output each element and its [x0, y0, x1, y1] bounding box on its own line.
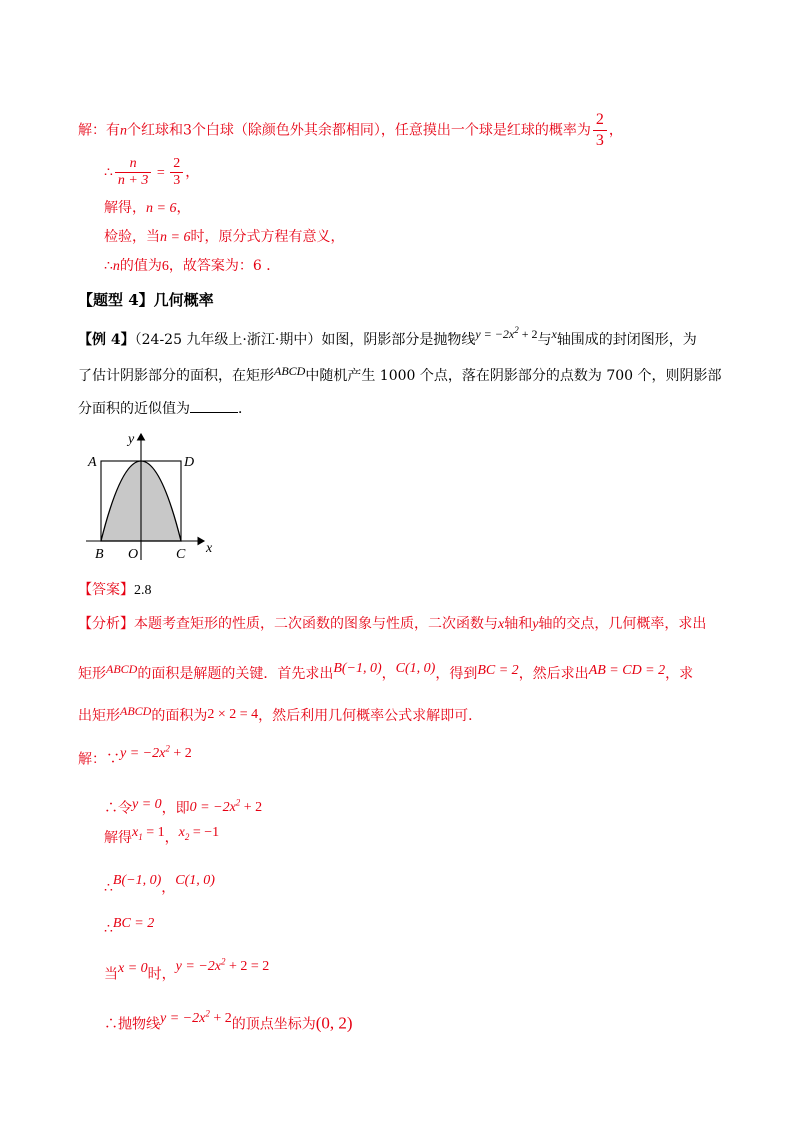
- text: ，: [381, 666, 396, 682]
- math: [132, 825, 165, 840]
- exponent: 2: [514, 325, 519, 335]
- solution2-line1: [78, 745, 192, 771]
- therefore-symbol: ∴: [104, 164, 113, 181]
- section-title-text: 【题型 4】几何概率: [78, 291, 214, 309]
- text: 轴围成的封闭图形，为: [556, 332, 697, 348]
- math: AB = CD = 2: [588, 663, 666, 678]
- solution1-line2: [104, 156, 199, 189]
- equation-fraction-right: [170, 156, 183, 189]
- number: 6: [161, 259, 169, 274]
- text: ，得到: [435, 666, 478, 682]
- label-y: y: [128, 432, 135, 447]
- text: 了估计阴影部分的面积，在矩形: [78, 368, 274, 384]
- probability-fraction: [593, 110, 607, 151]
- point-C: C(1, 0): [395, 661, 436, 676]
- rect-abcd: ABCD: [106, 662, 138, 676]
- text: 出矩形: [78, 708, 120, 724]
- text: 当: [104, 966, 118, 983]
- text: 轴和: [504, 616, 533, 632]
- text: ，: [608, 122, 623, 139]
- denominator: 3: [173, 173, 181, 188]
- label-C: C: [176, 547, 186, 562]
- var-x: x: [132, 825, 139, 840]
- text: ，然后求出: [518, 666, 589, 682]
- var-x: x: [551, 327, 557, 341]
- eq-tail: + 2: [240, 799, 263, 815]
- solution1-line4: [104, 227, 344, 248]
- answer-value: 2.8: [134, 583, 152, 598]
- math: n = 6: [146, 201, 177, 216]
- solution2-line4: [104, 873, 215, 899]
- example-line2: [78, 366, 722, 386]
- text: ．: [238, 401, 252, 417]
- analysis-label: 【分析】: [78, 616, 134, 632]
- therefore-symbol: ∴: [104, 921, 113, 937]
- subscript: 1: [138, 831, 143, 842]
- text: 个红球和: [127, 122, 183, 139]
- exponent: 2: [221, 956, 226, 966]
- var-n: n: [112, 259, 120, 274]
- section-title: [78, 290, 214, 310]
- text: ∴令: [104, 800, 132, 817]
- number: 3: [183, 122, 192, 139]
- example-line3: [78, 398, 252, 419]
- solution1-line1: [78, 110, 623, 151]
- label-O: O: [128, 547, 139, 562]
- value: = 1: [142, 825, 165, 840]
- solution1-line5: [104, 256, 280, 277]
- text: 个白球（除颜色外其余都相同），任意摸出一个球是红球的概率为: [191, 122, 591, 139]
- solution2-line3: [104, 825, 220, 853]
- example-line1: [78, 326, 697, 350]
- answer-blank[interactable]: [190, 398, 238, 413]
- label-B: B: [95, 547, 104, 562]
- exponent: 2: [205, 1008, 210, 1018]
- label-A: A: [88, 455, 97, 470]
- text: ，: [185, 164, 200, 181]
- solution2-line6: [104, 956, 270, 986]
- eq: y = −2x: [175, 958, 221, 974]
- point-B: B(−1, 0): [112, 873, 162, 888]
- text: 中随机产生 1000 个点，落在阴影部分的点数为 700 个，则阴影部: [305, 368, 722, 384]
- denominator: n + 3: [117, 173, 149, 188]
- text: ，求: [665, 666, 694, 682]
- text: 时，原分式方程有意义，: [190, 229, 345, 245]
- text: ，: [161, 880, 176, 896]
- therefore-symbol: ∴: [104, 258, 113, 274]
- eq: y = −2x: [475, 327, 515, 341]
- math: [120, 743, 192, 761]
- analysis-line2: [78, 661, 694, 685]
- value: = −1: [189, 825, 220, 840]
- rect-abcd: ABCD: [120, 704, 152, 718]
- text: （24-25 九年级上·浙江·期中）如图，阴影部分是抛物线: [134, 332, 476, 348]
- text: ，故答案为：6 ．: [168, 258, 281, 274]
- text: ，即: [161, 800, 190, 817]
- math: [189, 797, 263, 815]
- exponent: 2: [165, 743, 170, 753]
- answer-label: 【答案】: [78, 582, 134, 598]
- answer-line: [78, 580, 152, 601]
- text: 解得: [104, 830, 132, 846]
- label-D: D: [184, 455, 195, 470]
- text: 本题考查矩形的性质，二次函数的图象与性质，二次函数与: [134, 616, 498, 632]
- math: BC = 2: [477, 663, 519, 678]
- text: ，然后利用几何概率公式求解即可．: [258, 708, 483, 724]
- label-x: x: [206, 541, 213, 556]
- exponent: 2: [235, 797, 241, 807]
- text: ，: [164, 830, 179, 846]
- text: ∴抛物线: [104, 1016, 160, 1033]
- solution2-line7: [104, 1010, 353, 1036]
- equals: =: [153, 165, 169, 181]
- analysis-line3: [78, 706, 482, 727]
- text: 分面积的近似值为: [78, 401, 190, 417]
- numerator: 2: [170, 156, 183, 173]
- text: ，: [176, 200, 191, 216]
- vertex-coordinate: (0, 2): [315, 1013, 353, 1033]
- text: 矩形: [78, 666, 106, 682]
- text: 的面积是解题的关键．首先求出: [137, 666, 334, 682]
- eq-tail: + 2: [209, 1010, 232, 1026]
- math: BC = 2: [112, 916, 155, 931]
- eq: y = −2x: [160, 1010, 206, 1026]
- point-C: C(1, 0): [175, 873, 215, 888]
- math: [175, 956, 270, 974]
- eq-tail: + 2: [169, 745, 192, 761]
- point-B: B(−1, 0): [333, 661, 382, 676]
- text: 解得，: [104, 200, 146, 216]
- rect-abcd: ABCD: [274, 364, 306, 378]
- parabola-figure: [80, 428, 230, 568]
- text: 的面积为: [151, 708, 208, 724]
- analysis-line1: [78, 614, 706, 635]
- example-label: 【例 4】: [78, 332, 135, 348]
- math: [160, 1008, 232, 1026]
- equation-fraction-left: [115, 156, 151, 189]
- math: [179, 825, 220, 840]
- subscript: 2: [184, 831, 190, 842]
- numerator: 2: [593, 110, 607, 131]
- text: 解：∵: [78, 751, 120, 768]
- var-x: x: [178, 825, 185, 840]
- solution2-line2: [104, 794, 262, 820]
- parabola-equation: [475, 327, 537, 341]
- text: 的值为: [119, 258, 162, 274]
- solution2-line5: [104, 916, 155, 940]
- eq: y = −2x: [120, 745, 166, 761]
- therefore-symbol: ∴: [104, 880, 113, 896]
- eq-tail: + 2: [518, 327, 538, 341]
- text: 检验，当: [104, 229, 160, 245]
- denominator: 3: [595, 132, 604, 149]
- text: 轴的交点，几何概率，求出: [538, 616, 707, 632]
- var-n: n: [120, 123, 127, 139]
- text: 的顶点坐标为: [231, 1016, 316, 1033]
- eq: 0 = −2x: [189, 799, 236, 815]
- math: 2 × 2 = 4: [207, 707, 259, 722]
- text: 与: [537, 332, 552, 348]
- var-x: x: [498, 617, 505, 632]
- text: 时，: [147, 966, 176, 983]
- math: n = 6: [160, 230, 191, 245]
- math: x = 0: [118, 960, 148, 976]
- math: y = 0: [132, 796, 162, 812]
- var-y: y: [532, 617, 539, 632]
- solution1-line3: [104, 198, 190, 219]
- text: 解：有: [78, 122, 120, 139]
- eq-tail: + 2 = 2: [225, 958, 270, 974]
- numerator: n: [115, 156, 151, 173]
